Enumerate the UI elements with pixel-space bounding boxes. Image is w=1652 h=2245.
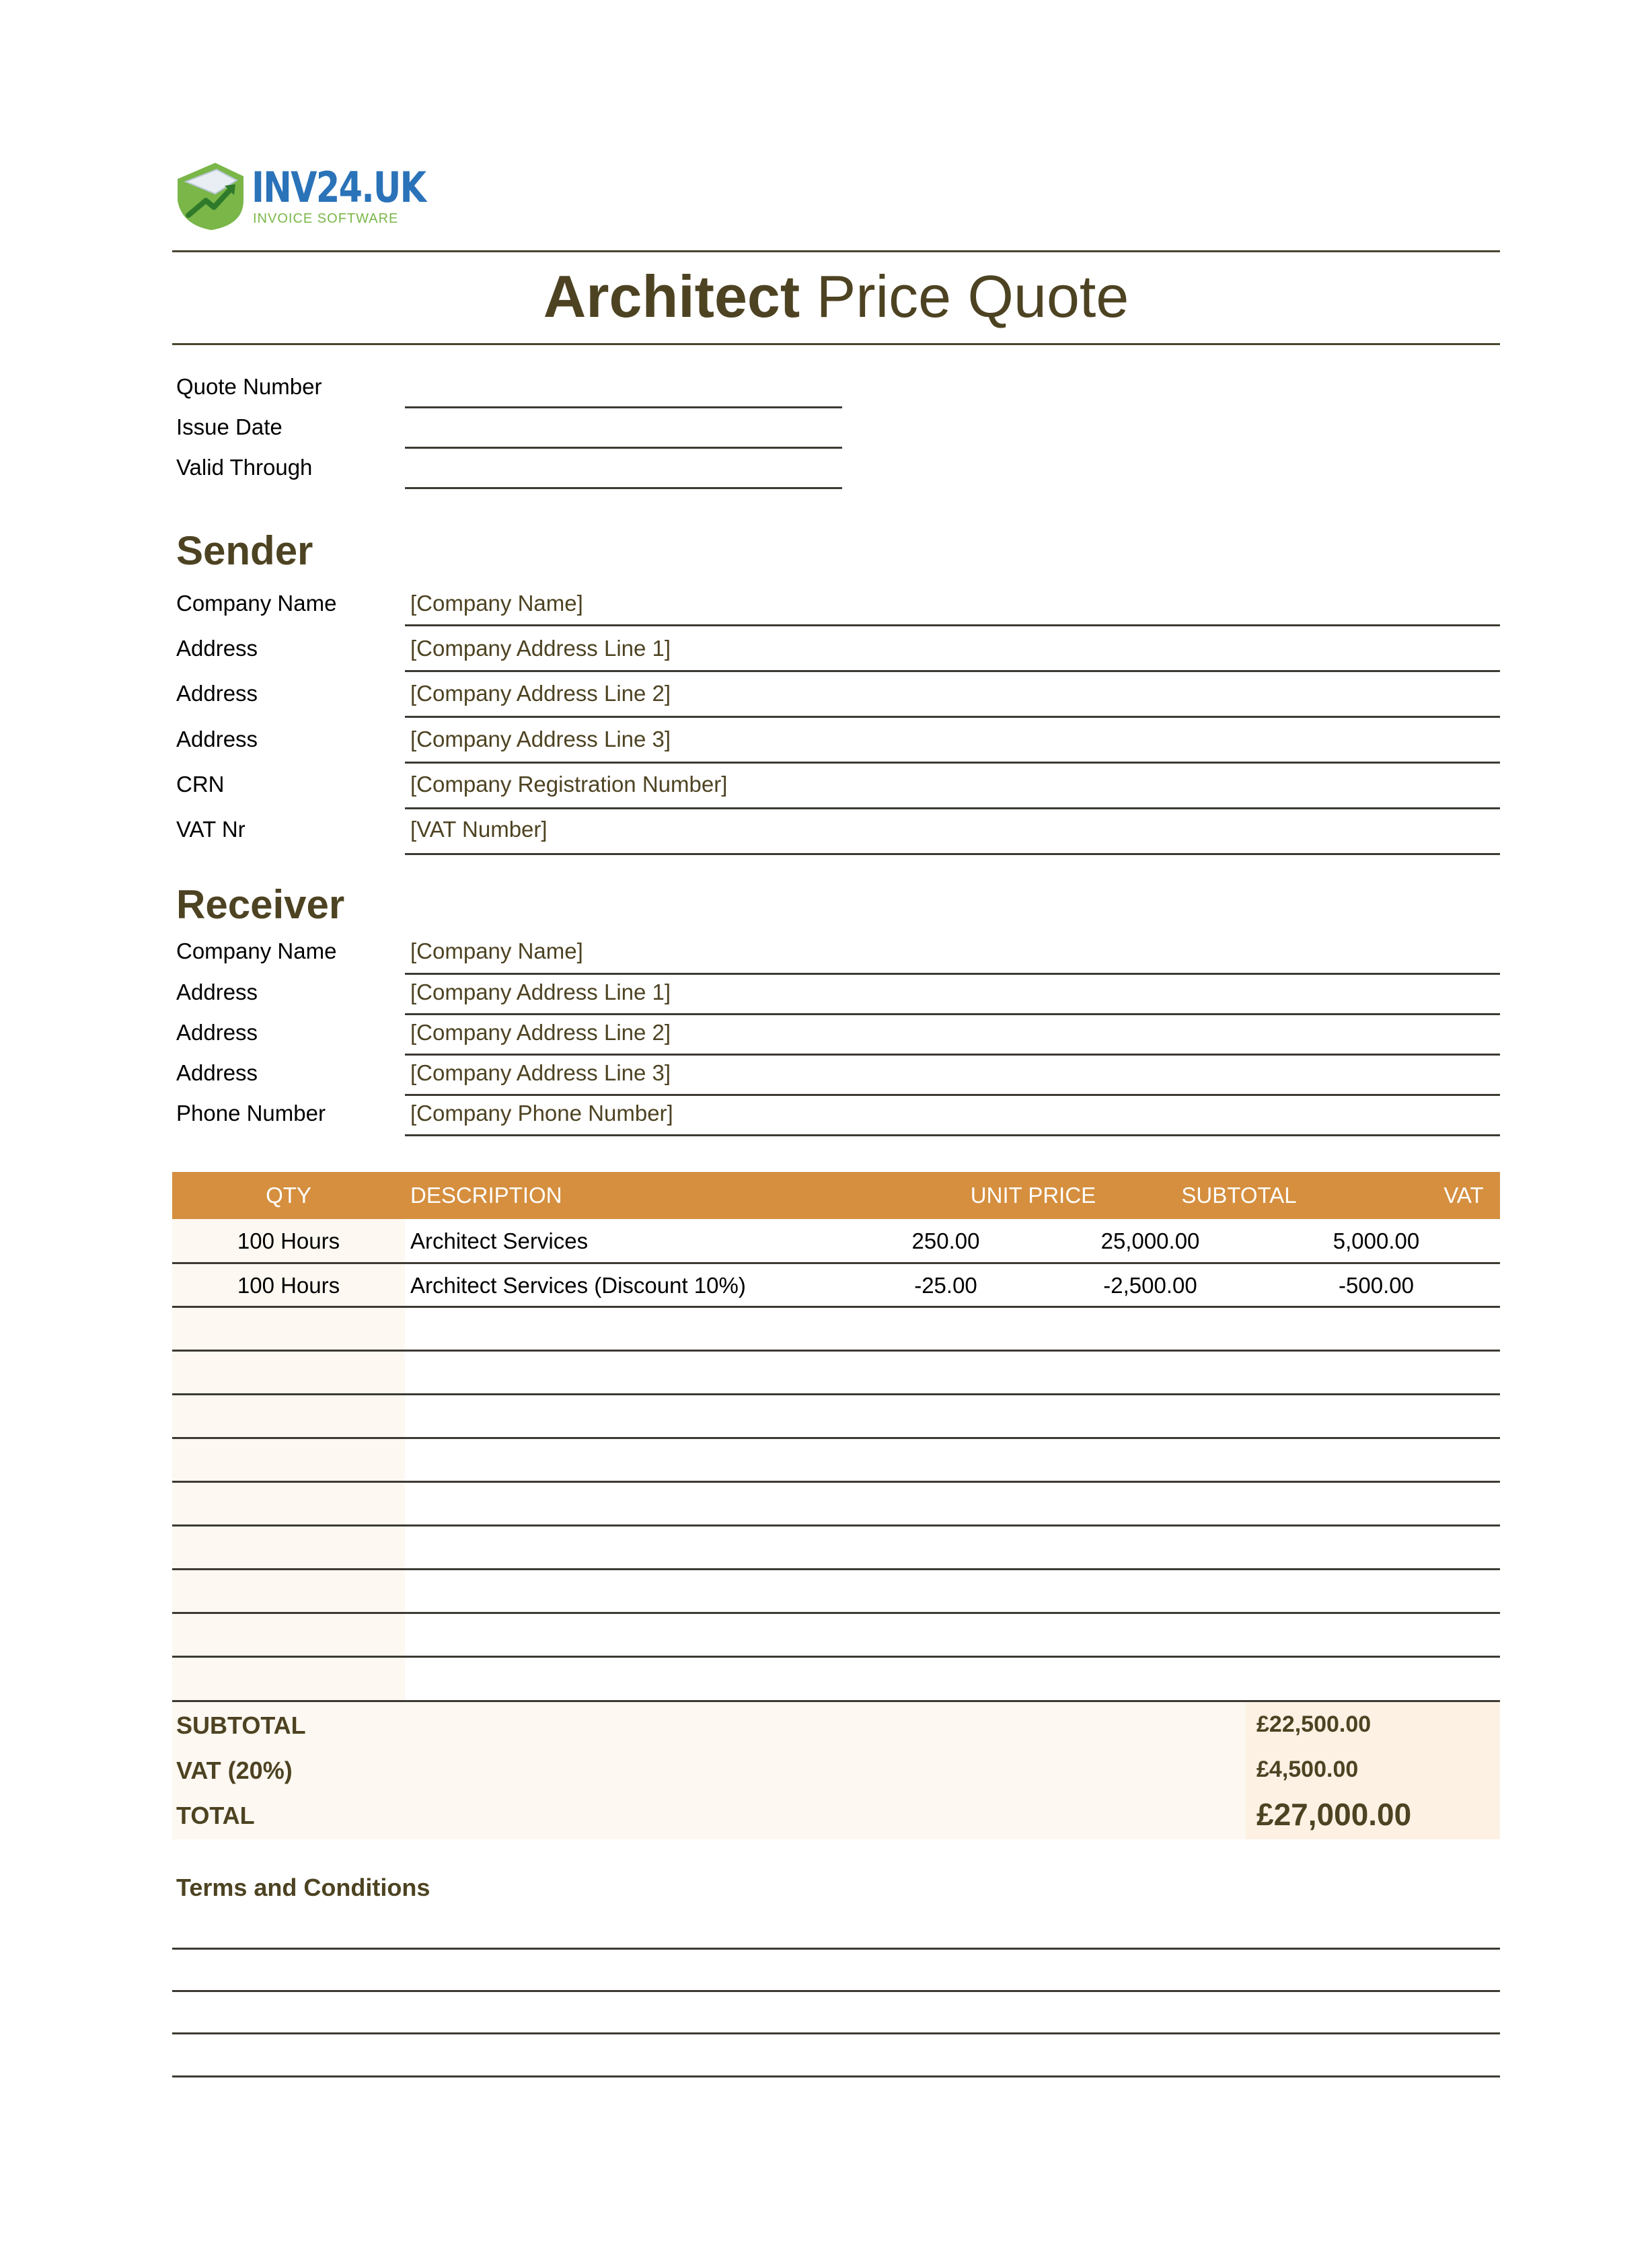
issue-date-line — [405, 447, 842, 449]
issue-date-label: Issue Date — [176, 414, 283, 439]
sender-address1-field[interactable]: [Company Address Line 1] — [410, 636, 671, 661]
page-title — [172, 262, 1500, 331]
table-row-line — [172, 1437, 1500, 1439]
receiver-phone-field[interactable]: [Company Phone Number] — [410, 1101, 673, 1126]
sender-address2-label: Address — [176, 681, 258, 706]
receiver-company-field[interactable]: [Company Name] — [410, 939, 583, 963]
sender-heading: Sender — [176, 528, 313, 573]
quote-number-line — [405, 406, 842, 408]
receiver-heading: Receiver — [176, 882, 345, 927]
table-bottom-line — [172, 1700, 1500, 1702]
sender-line — [405, 807, 1500, 809]
row1-unit-price: 250.00 — [911, 1228, 980, 1253]
receiver-address1-label: Address — [176, 980, 258, 1004]
sender-line — [405, 624, 1500, 626]
row1-description: Architect Services — [410, 1228, 589, 1253]
subtotal-value: £22,500.00 — [1256, 1712, 1372, 1737]
receiver-line — [405, 1013, 1500, 1015]
receiver-phone-label: Phone Number — [176, 1101, 326, 1126]
table-row-line — [172, 1481, 1500, 1483]
terms-line — [172, 2032, 1500, 2034]
sender-address3-field[interactable]: [Company Address Line 3] — [410, 727, 671, 751]
table-row-line — [172, 1393, 1500, 1395]
title-bold: Architect — [543, 263, 800, 330]
sender-line — [405, 670, 1500, 672]
row1-subtotal: 25,000.00 — [1100, 1228, 1200, 1253]
vat-value: £4,500.00 — [1256, 1757, 1359, 1782]
col-subtotal-header: SUBTOTAL — [1181, 1183, 1297, 1208]
sender-line — [405, 762, 1500, 764]
receiver-address3-field[interactable]: [Company Address Line 3] — [410, 1060, 671, 1085]
logo-mark-icon — [174, 159, 248, 233]
title-top-rule — [172, 250, 1500, 252]
receiver-company-label: Company Name — [176, 939, 337, 963]
row1-qty: 100 Hours — [237, 1228, 340, 1253]
sender-address1-label: Address — [176, 636, 258, 661]
sender-line — [405, 853, 1500, 855]
total-value: £27,000.00 — [1256, 1797, 1412, 1832]
title-rest: Price Quote — [800, 263, 1129, 330]
terms-heading: Terms and Conditions — [176, 1874, 430, 1901]
items-table-header — [172, 1172, 1500, 1219]
sender-vat-label: VAT Nr — [176, 817, 246, 842]
row1-vat: 5,000.00 — [1332, 1228, 1420, 1253]
valid-through-line — [405, 487, 842, 489]
col-qty-header: QTY — [266, 1183, 311, 1208]
table-row-line — [172, 1656, 1500, 1658]
row2-unit-price: -25.00 — [914, 1273, 977, 1298]
company-logo — [174, 159, 426, 233]
receiver-line — [405, 1054, 1500, 1056]
receiver-address2-field[interactable]: [Company Address Line 2] — [410, 1020, 671, 1045]
logo-tagline: INVOICE SOFTWARE — [253, 211, 399, 226]
table-row-line — [172, 1524, 1500, 1526]
sender-company-label: Company Name — [176, 591, 337, 616]
terms-line — [172, 1990, 1500, 1992]
receiver-line — [405, 1094, 1500, 1096]
row2-vat: -500.00 — [1339, 1273, 1414, 1298]
col-description-header: DESCRIPTION — [410, 1183, 562, 1208]
total-label: TOTAL — [176, 1802, 255, 1829]
row2-subtotal: -2,500.00 — [1103, 1273, 1197, 1298]
receiver-line — [405, 973, 1500, 975]
table-row-line — [172, 1262, 1500, 1264]
sender-company-field[interactable]: [Company Name] — [410, 591, 583, 616]
sender-line — [405, 716, 1500, 718]
sender-address2-field[interactable]: [Company Address Line 2] — [410, 681, 671, 706]
sender-crn-label: CRN — [176, 772, 225, 797]
receiver-address2-label: Address — [176, 1020, 258, 1045]
terms-line — [172, 1948, 1500, 1950]
receiver-address1-field[interactable]: [Company Address Line 1] — [410, 980, 671, 1004]
col-unit-price-header: UNIT PRICE — [970, 1183, 1096, 1208]
sender-address3-label: Address — [176, 727, 258, 751]
vat-label: VAT (20%) — [176, 1757, 293, 1784]
sender-crn-field[interactable]: [Company Registration Number] — [410, 772, 728, 797]
logo-brand: INV24.UK — [252, 163, 426, 212]
row2-qty: 100 Hours — [237, 1273, 340, 1298]
quote-number-label: Quote Number — [176, 374, 322, 399]
col-vat-header: VAT — [1443, 1183, 1484, 1208]
title-bottom-rule — [172, 343, 1500, 345]
row2-description: Architect Services (Discount 10%) — [410, 1273, 746, 1298]
table-row-line — [172, 1350, 1500, 1352]
subtotal-label: SUBTOTAL — [176, 1712, 306, 1739]
table-row-line — [172, 1612, 1500, 1614]
receiver-address3-label: Address — [176, 1060, 258, 1085]
table-row-line — [172, 1568, 1500, 1570]
sender-vat-field[interactable]: [VAT Number] — [410, 817, 548, 842]
receiver-line — [405, 1134, 1500, 1136]
valid-through-label: Valid Through — [176, 455, 313, 480]
terms-line — [172, 2075, 1500, 2077]
table-row-line — [172, 1306, 1500, 1308]
